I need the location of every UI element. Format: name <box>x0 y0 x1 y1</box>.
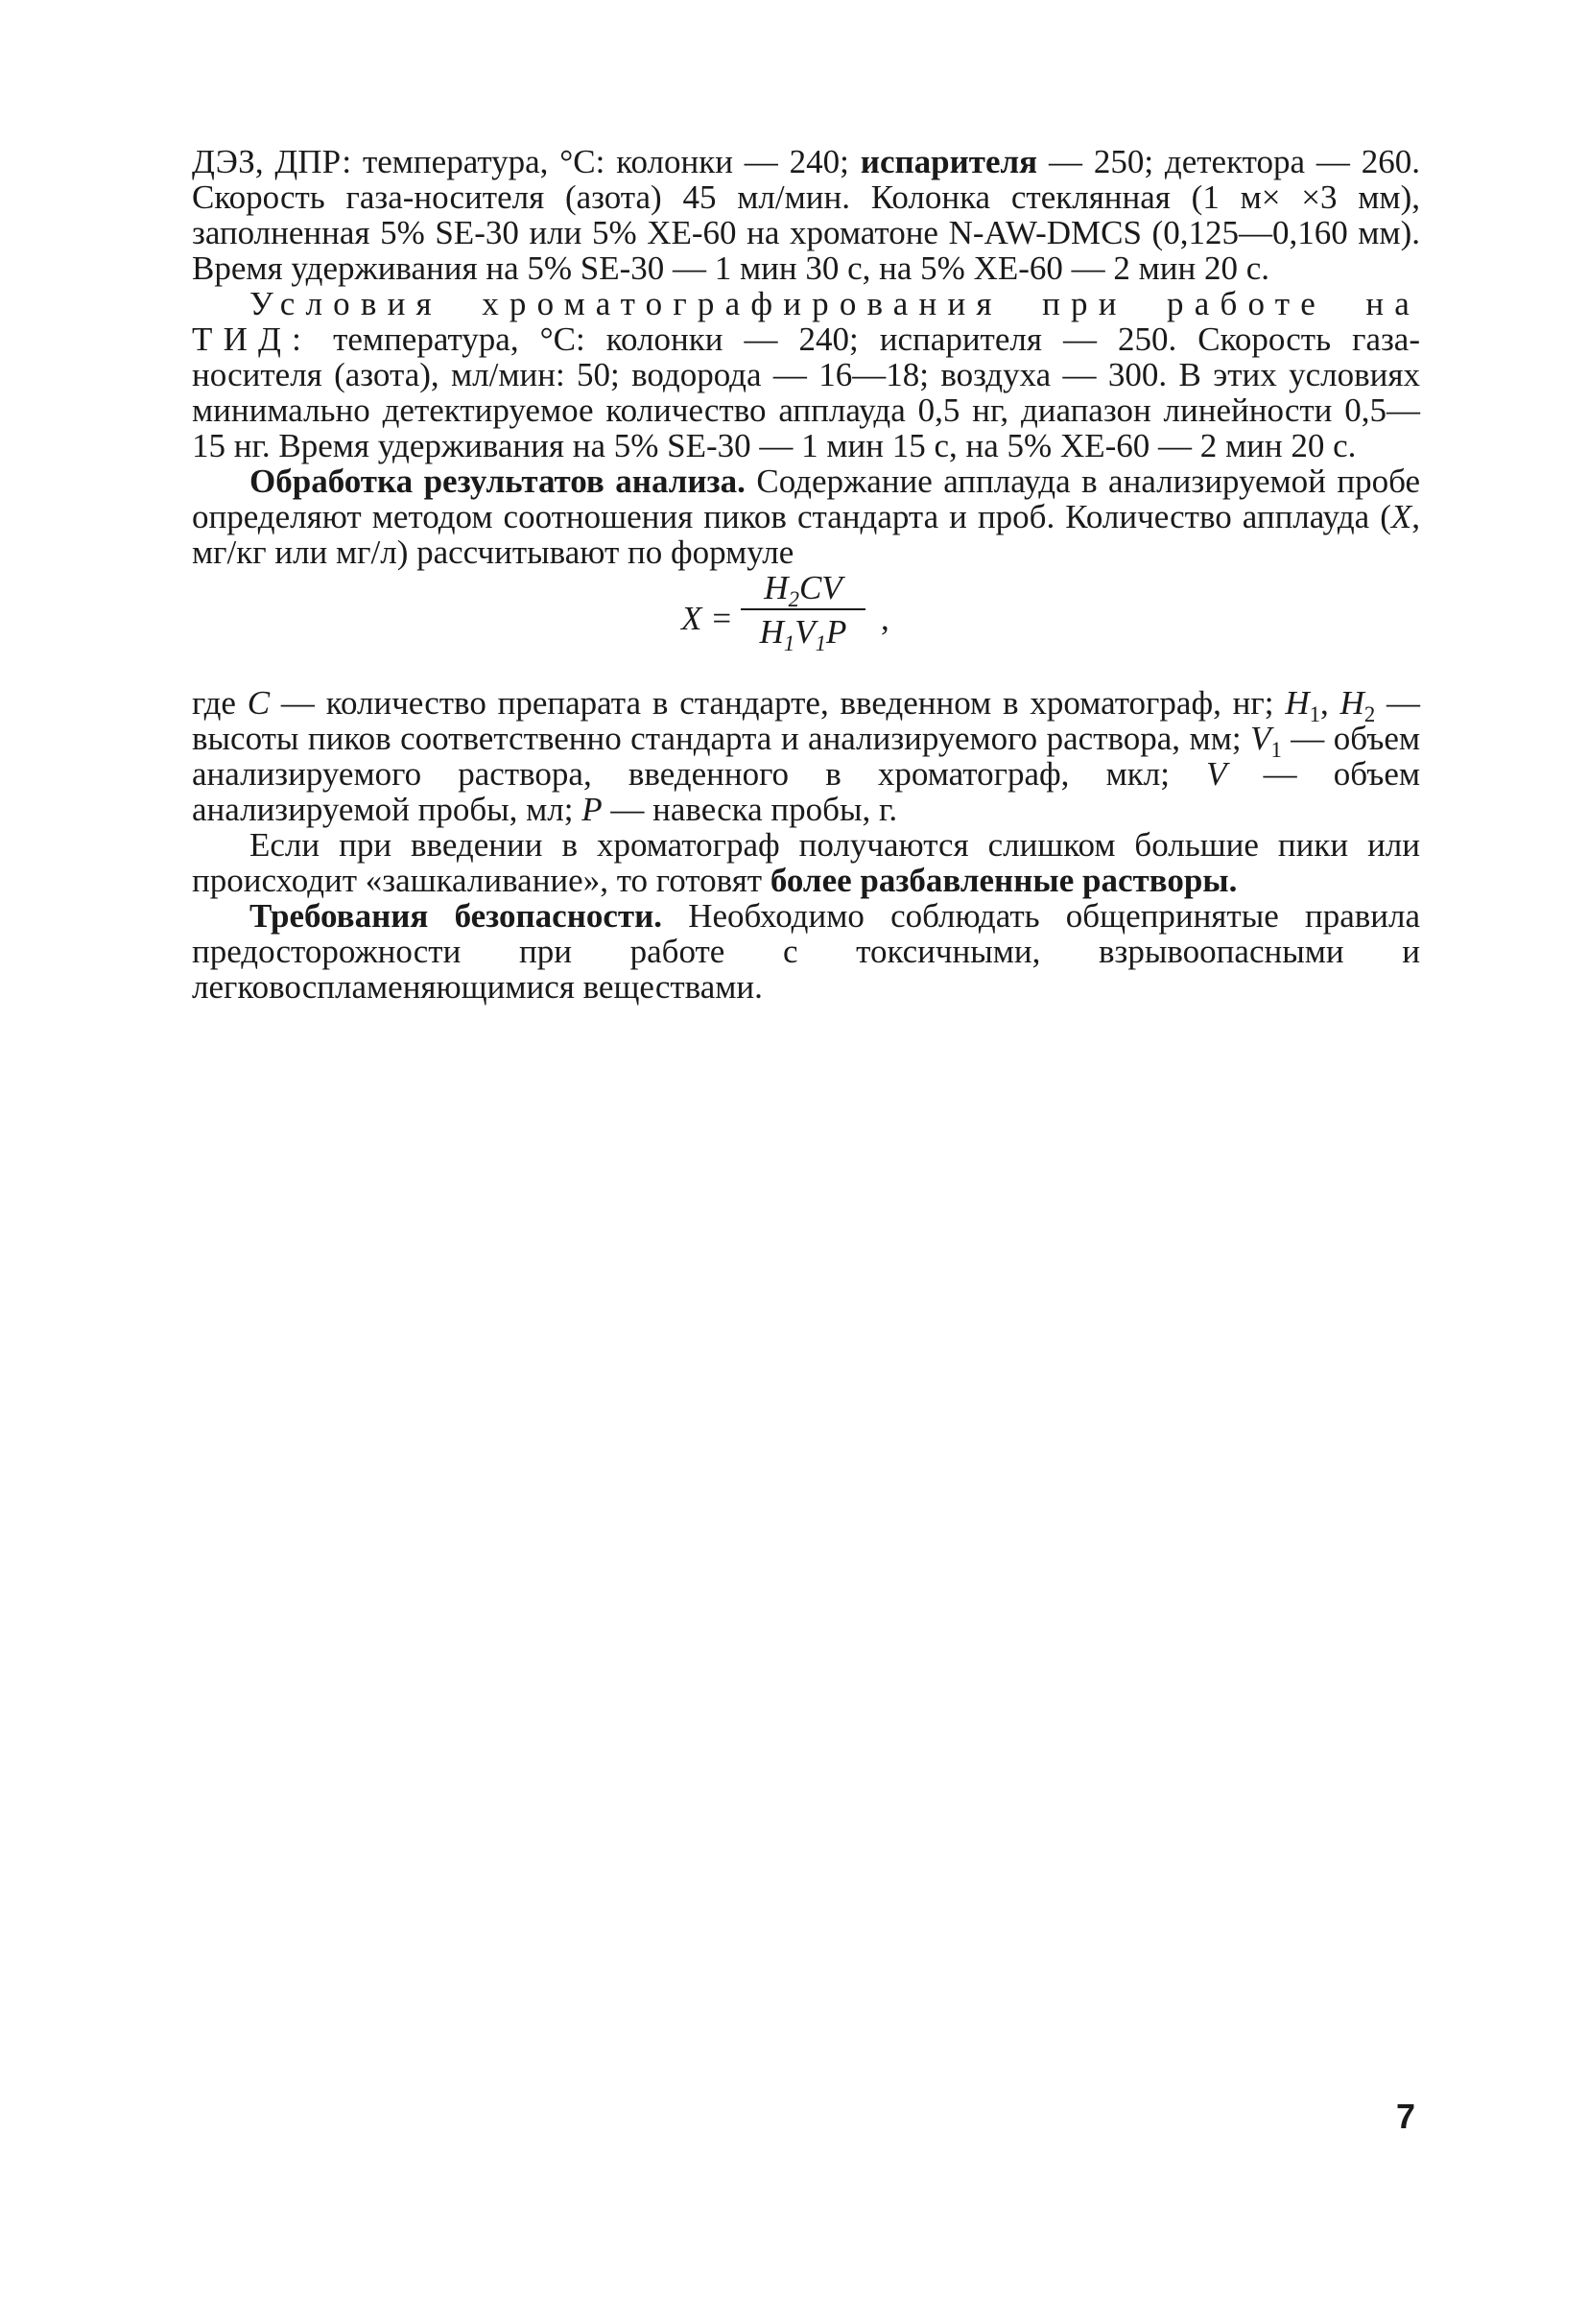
bold-run: испарителя <box>860 143 1038 180</box>
paragraph-safety <box>192 898 1420 1005</box>
text-run: — 250; детектора — 260. Скорость газа-носителя (азота) 45 мл/мин. Колонка стеклянная (1 м× ×3 мм), заполненная 5% SE-30 или 5% ХЕ-60 на хроматоне N-AW-DMCS (0,125—0,160 мм). Время удерживания на 5% SE-30 — 1 мин 30 с, на 5% ХЕ-60 — 2 мин 20 с. <box>192 143 1420 287</box>
variable-h: H <box>1339 684 1364 722</box>
text-run: , <box>1319 684 1340 722</box>
formula-numerator <box>737 569 869 611</box>
text-run: — объем анализируемого раствора, введенного в хроматограф, мкл; <box>192 720 1421 793</box>
subscript: 1 <box>1309 702 1320 726</box>
formula-comma: , <box>881 600 889 637</box>
text-run: Необходимо соблюдать общепринятые правила предосторожности при работе с токсичными, взрывоопасными и легковоспламеняющимися веществами. <box>192 897 1420 1006</box>
formula-symbol: H <box>759 613 784 651</box>
formula-symbol: CV <box>798 569 842 606</box>
formula-symbol: P <box>826 613 847 651</box>
paragraph-tid-conditions <box>192 286 1420 463</box>
variable-p: P <box>581 791 603 828</box>
paragraph-legend <box>192 685 1420 827</box>
subscript: 1 <box>1270 738 1282 762</box>
text-run: , мг/кг или мг/л) рассчитывают по формуле <box>192 498 1420 571</box>
paragraph-detector-conditions <box>192 144 1420 286</box>
text-run: — навеска пробы, г. <box>602 791 898 828</box>
spaced-heading: Условия хроматографирования при работе на ТИД: <box>192 285 1420 358</box>
text-run: где <box>192 684 248 722</box>
variable-v: V <box>1250 720 1271 757</box>
bold-heading: Требования безопасности. <box>249 897 663 935</box>
formula-subscript: 1 <box>815 631 827 655</box>
formula-denominator <box>737 613 869 655</box>
page-number: 7 <box>1396 2097 1416 2136</box>
text-run: Если при введении в хроматограф получаются слишком большие пики или происходит «зашкаливание», то готовят <box>192 826 1420 899</box>
text-run: Содержание апплауда в анализируемой пробе определяют методом соотношения пиков стандарта и проб. Количество апплауда ( <box>192 462 1420 535</box>
text-run: — объем анализируемой пробы, мл; <box>192 755 1420 828</box>
text-run: — количество препарата в стандарте, введенном в хроматограф, нг; <box>270 684 1286 722</box>
text-run: ДЭЗ, ДПР: температура, °С: колонки — 240; <box>192 143 861 180</box>
spacer <box>192 664 1420 685</box>
formula-subscript: 1 <box>783 631 795 655</box>
variable-h: H <box>1285 684 1310 722</box>
bold-heading: Обработка результатов анализа. <box>249 462 746 500</box>
formula <box>192 570 1420 664</box>
bold-run: более разбавленные растворы. <box>770 862 1238 899</box>
formula-symbol: V <box>794 613 816 651</box>
paragraph-results-processing <box>192 463 1420 570</box>
text-run: — высоты пиков соответственно стандарта и анализируемого раствора, мм; <box>192 684 1420 757</box>
text-run: температура, °С: колонки — 240; испарителя — 250. Скорость газа-носителя (азота), мл/мин: 50; водорода — 16—18; воздуха — 300. В этих условиях минимально детектируемое количество апплауда 0,5 нг, диапазон линейности 0,5—15 нг. Время удерживания на 5% SE-30 — 1 мин 15 с, на 5% ХЕ-60 — 2 мин 20 с. <box>192 320 1420 464</box>
formula-symbol: H <box>764 569 789 606</box>
variable-x: X <box>1390 498 1412 535</box>
variable-v: V <box>1206 755 1227 793</box>
document-body <box>192 144 1420 1005</box>
subscript: 2 <box>1363 702 1376 726</box>
paragraph-dilution <box>192 827 1420 898</box>
formula-fraction <box>737 569 869 655</box>
formula-subscript: 2 <box>788 587 799 611</box>
formula-lhs: X = <box>681 600 733 637</box>
fraction-bar <box>741 608 865 610</box>
variable-c: C <box>247 684 271 722</box>
